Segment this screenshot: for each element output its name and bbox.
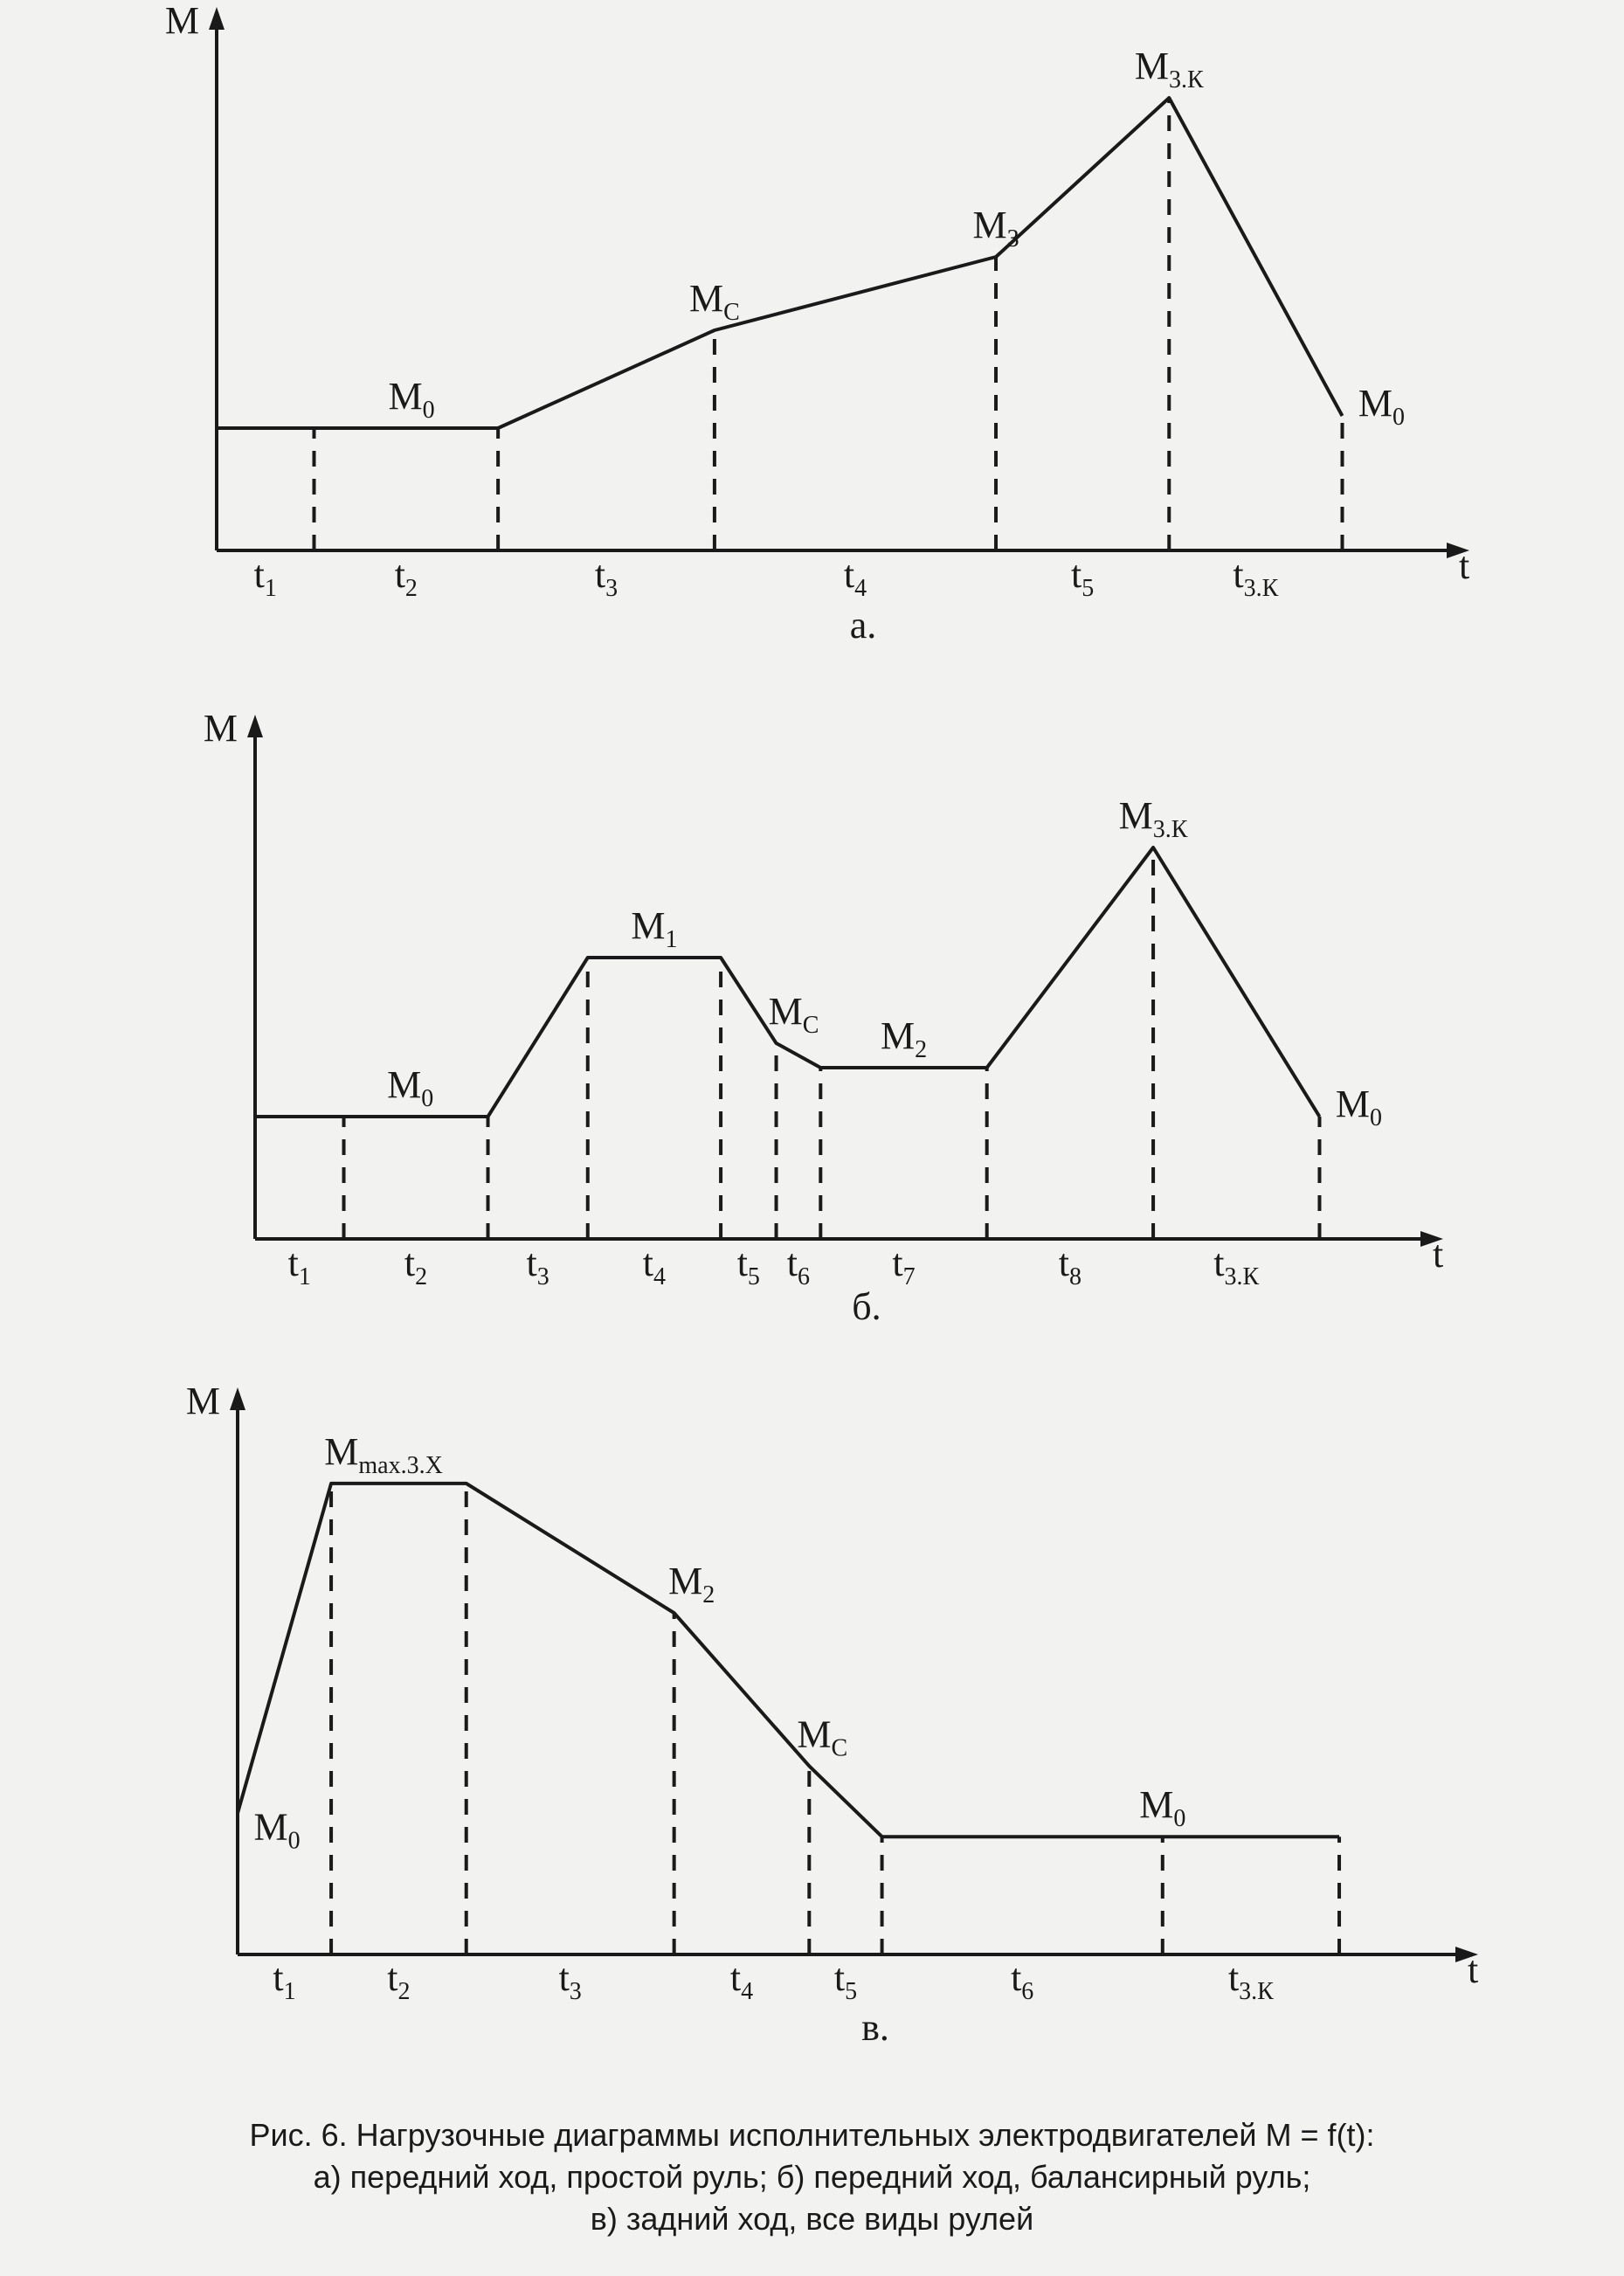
point-label: $M_C$ bbox=[797, 1712, 848, 1762]
caption-line-3: в) задний ход, все виды рулей bbox=[590, 2201, 1034, 2237]
y-axis-letter: M bbox=[203, 707, 238, 750]
interval-label: $t_1$ bbox=[273, 1956, 296, 2005]
panel-2 bbox=[204, 707, 1443, 1328]
point-label: $M_0$ bbox=[387, 1063, 434, 1112]
y-axis-arrow bbox=[230, 1387, 245, 1410]
interval-label: $t_1$ bbox=[287, 1242, 311, 1290]
point-label: $M_C$ bbox=[768, 990, 819, 1039]
interval-label: $t_5$ bbox=[833, 1956, 858, 2005]
y-axis-letter: M bbox=[185, 1380, 220, 1422]
interval-label: $t_1$ bbox=[253, 553, 277, 602]
figure-caption bbox=[0, 2114, 1624, 2240]
point-label: $M_0$ bbox=[388, 375, 435, 424]
interval-label: $t_{3.К}$ bbox=[1213, 1242, 1260, 1290]
interval-label: $t_7$ bbox=[892, 1242, 916, 1290]
interval-label: $t_3$ bbox=[526, 1242, 549, 1290]
interval-label: $t_5$ bbox=[1071, 553, 1095, 602]
interval-label: $t_{3.К}$ bbox=[1233, 553, 1279, 602]
x-axis-letter: t bbox=[1468, 1948, 1479, 1991]
interval-label: $t_3$ bbox=[558, 1956, 582, 2005]
caption-line-1: Рис. 6. Нагрузочные диаграммы исполнительных электродвигателей M = f(t): bbox=[249, 2117, 1375, 2153]
interval-label: $t_2$ bbox=[404, 1242, 428, 1290]
point-label: $M_{3.К}$ bbox=[1118, 794, 1188, 843]
interval-label: $t_{3.К}$ bbox=[1227, 1956, 1274, 2005]
interval-label: $t_4$ bbox=[843, 553, 867, 602]
point-label: $M_2$ bbox=[880, 1014, 928, 1063]
interval-label: $t_2$ bbox=[387, 1956, 411, 2005]
point-label: $M_3$ bbox=[972, 204, 1019, 253]
point-label: $M_{3.К}$ bbox=[1134, 45, 1204, 93]
panel-label: б. bbox=[852, 1285, 881, 1328]
interval-label: $t_4$ bbox=[642, 1242, 667, 1290]
point-label: $M_0$ bbox=[253, 1805, 301, 1855]
point-label: $M_0$ bbox=[1139, 1783, 1186, 1833]
point-label: $M_C$ bbox=[689, 277, 740, 326]
caption-line-2: а) передний ход, простой руль; б) передний ход, балансирный руль; bbox=[313, 2159, 1311, 2195]
interval-label: $t_6$ bbox=[786, 1242, 811, 1290]
point-label: $M_2$ bbox=[668, 1560, 715, 1609]
interval-label: $t_4$ bbox=[729, 1956, 754, 2005]
panel-label: в. bbox=[861, 2006, 889, 2049]
load-curve bbox=[238, 1484, 1339, 1837]
interval-label: $t_3$ bbox=[594, 553, 619, 602]
interval-label: $t_5$ bbox=[736, 1242, 760, 1290]
point-label: $M_0$ bbox=[1358, 382, 1406, 431]
point-label: $M_{max.3.X}$ bbox=[324, 1429, 443, 1479]
y-axis-arrow bbox=[209, 7, 225, 30]
y-axis-arrow bbox=[247, 715, 263, 737]
interval-label: $t_6$ bbox=[1011, 1956, 1034, 2005]
panel-label: а. bbox=[849, 604, 877, 647]
panel-3 bbox=[186, 1380, 1478, 2049]
y-axis-letter: M bbox=[164, 0, 199, 42]
x-axis-letter: t bbox=[1459, 544, 1470, 587]
load-curve bbox=[217, 98, 1342, 428]
panel-1 bbox=[165, 0, 1469, 647]
interval-label: $t_8$ bbox=[1058, 1242, 1082, 1290]
point-label: $M_1$ bbox=[631, 904, 678, 953]
interval-label: $t_2$ bbox=[394, 553, 418, 602]
point-label: $M_0$ bbox=[1335, 1083, 1383, 1131]
x-axis-letter: t bbox=[1433, 1233, 1444, 1276]
